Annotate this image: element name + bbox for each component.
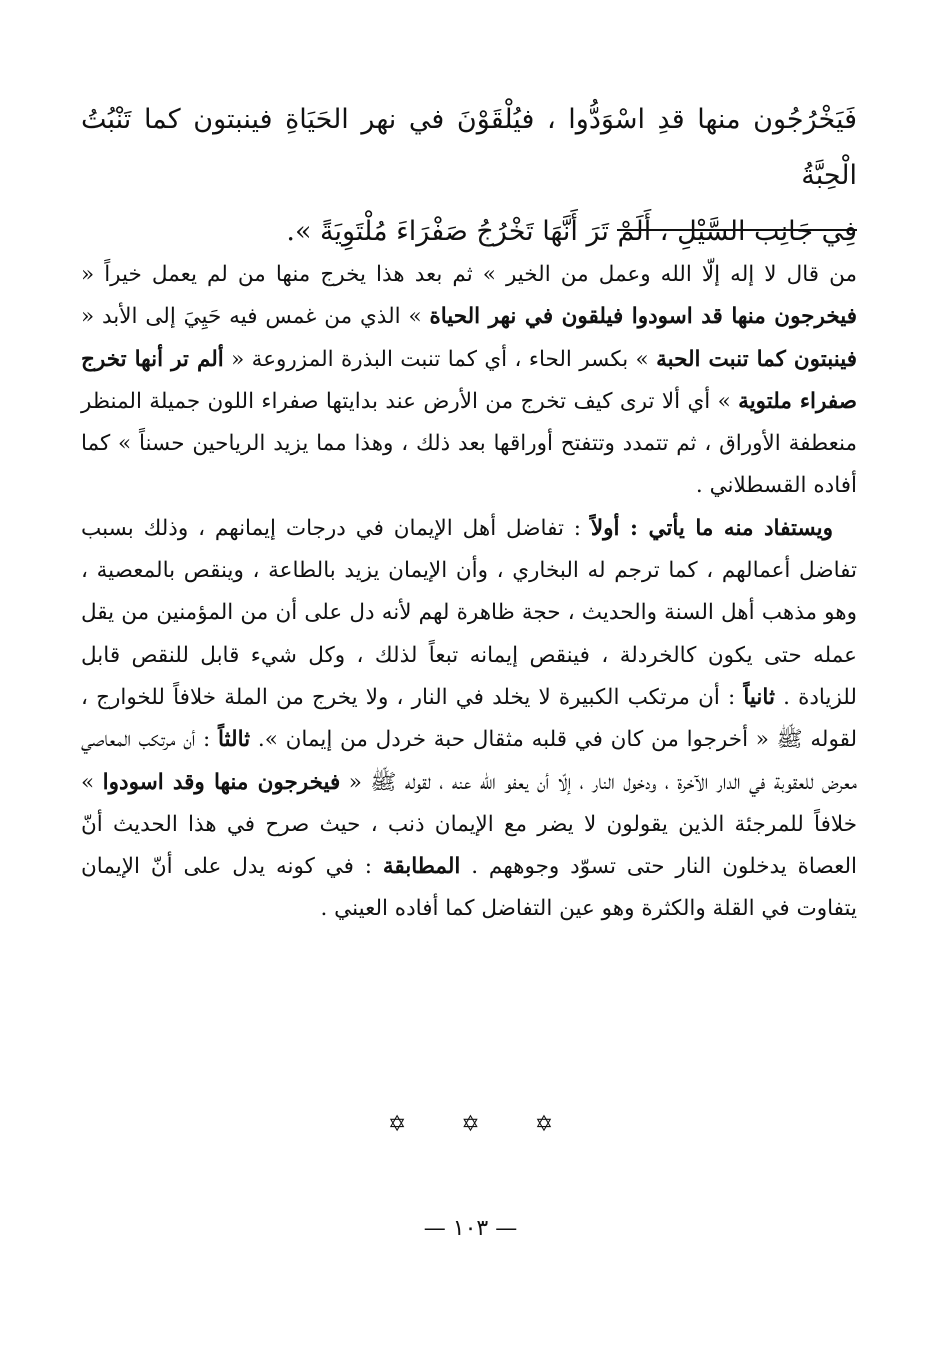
bold-phrase: فينبتون كما تنبت الحبة (656, 346, 857, 372)
text-run: من قال لا إله إلّا الله وعمل من الخير » ثم بعد هذا يخرج منها من لم يعمل خيراً « (81, 262, 857, 287)
text-run: : في كونه يدل على أنّ الإيمان يتفاوت في القلة والكثرة وهو عين التفاضل كما أفاده العيني . (81, 854, 857, 922)
hadith-line-1: فَيَخْرُجُون منها قدِ اسْوَدُّوا ، فيُلْقَوْنَ في نهر الحَيَاةِ فينبتون كما تَنْبُتُ الْحِبَّةُ (81, 104, 857, 191)
star-icon: ✡ (387, 1112, 407, 1137)
text-run: : أن مرتكب المعاصي معرض للعقوبة في الدار الآخرة ، ودخول النار ، إلّا أن يعفو الله عنه ، لقوله ﷺ « (81, 727, 857, 795)
commentary-paragraph-2 (81, 508, 857, 931)
text-run: » أي ألا ترى كيف تخرج من الأرض عند بدايتها صفراء اللون جميلة المنظر منعطفة الأوراق ، ثم تتمدد وتتفتح أوراقها بعد ذلك ، وهذا مما يزيد الرياحين حسناً » كما أفاده القسطلاني . (81, 388, 857, 499)
bold-phrase: ثالثاً (218, 727, 251, 753)
bold-phrase: المطابقة (382, 854, 461, 880)
section-ornament (0, 1112, 941, 1137)
hadith-line-2: فِي جَانِب السَّيْلِ ، أَلَمْ تَرَ أَنَّهَا تَخْرُجُ صَفْرَاءَ مُلْتَوِيَةً ». (286, 216, 857, 247)
star-icon: ✡ (461, 1112, 480, 1137)
bold-phrase: ثانياً (743, 684, 775, 710)
commentary-text (81, 254, 857, 931)
star-icon: ✡ (534, 1112, 554, 1137)
page-number: — ١٠٣ — (423, 1216, 518, 1241)
commentary-paragraph-1 (81, 254, 857, 508)
bold-phrase: ويستفاد منه ما يأتي : أولاً (590, 515, 833, 541)
hadith-text (81, 92, 857, 260)
bold-phrase: ألم تر أنها تخرج صفراء ملتوية (81, 346, 857, 414)
bold-phrase: فيخرجون منها قد اسودوا فيلقون في نهر الحياة (429, 304, 857, 330)
bold-phrase: فيخرجون منها وقد اسودوا (102, 769, 341, 795)
text-run: » بكسر الحاء ، أي كما تنبت البذرة المزروعة « (223, 346, 657, 372)
text-run: » الذي من غمس فيه حَيِيَ إلى الأبد « (81, 304, 430, 330)
text-run: » خلافاً للمرجئة الذين يقولون لا يضر مع الإيمان ذنب ، حيث صرح في هذا الحديث أنّ العصاة يدخلون النار حتى تسوّد وجوههم . (81, 769, 857, 880)
footnote-divider (617, 229, 857, 231)
text-run: : أن مرتكب الكبيرة لا يخلد في النار ، ولا يخرج من الملة خلافاً للخوارج ، لقوله ﷺ « أخرجوا من كان في قلبه مثقال حبة خردل من إيمان ». (81, 684, 857, 753)
text-run: : تفاضل أهل الإيمان في درجات إيمانهم ، وذلك بسبب تفاضل أعمالهم ، كما ترجم له البخاري ، وأن الإيمان يزيد بالطاعة ، وينقص بالمعصية ، وهو مذهب أهل السنة والحديث ، حجة ظاهرة لهم لأنه دل على أن من المؤمنين من يقل عمله حتى يكون كالخردلة ، فينقص إيمانه تبعاً لذلك ، وكل شيء قابل للنقص قابل للزيادة . (81, 515, 857, 710)
